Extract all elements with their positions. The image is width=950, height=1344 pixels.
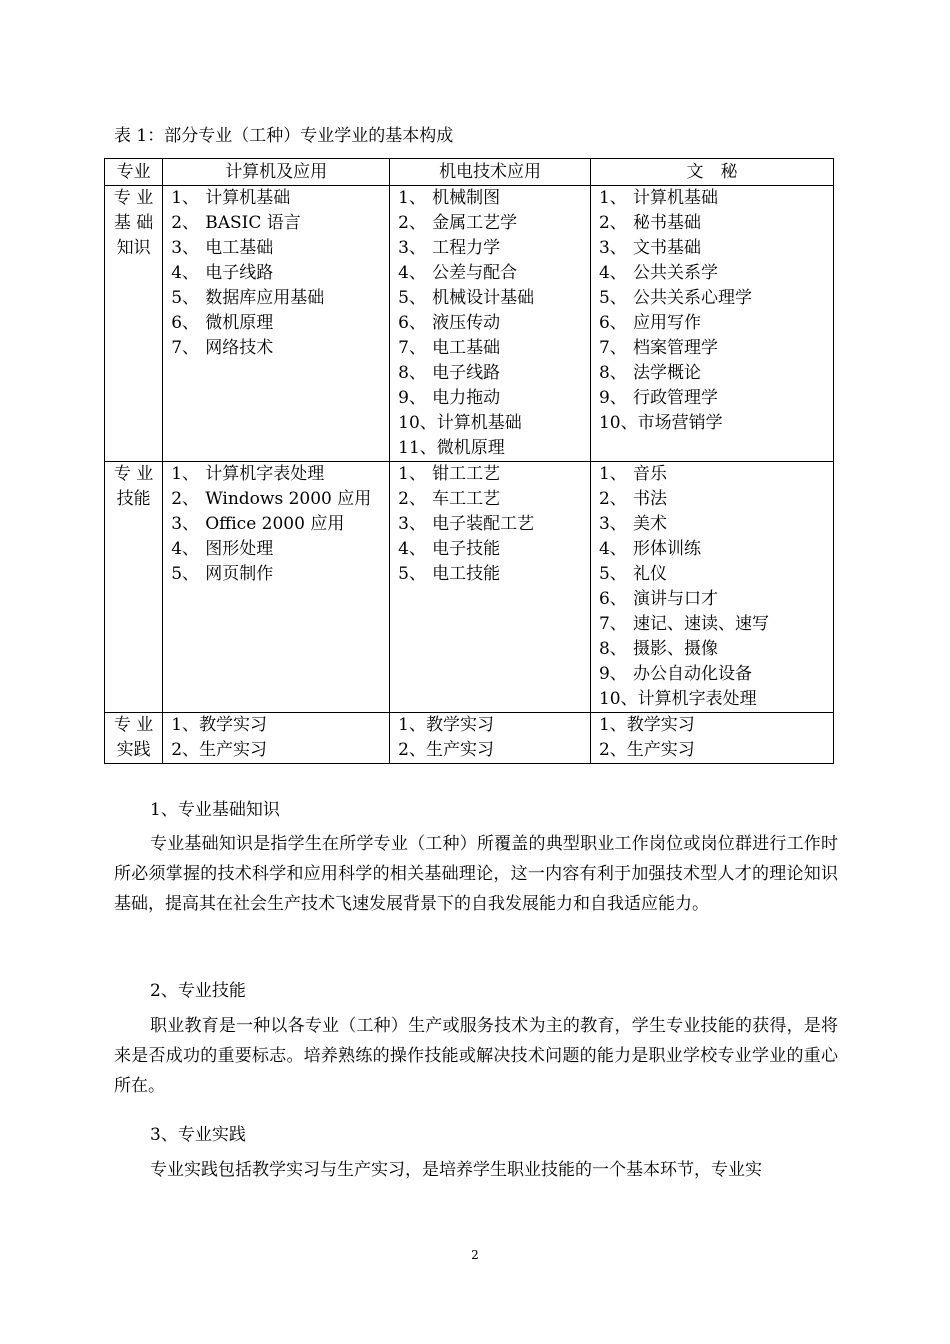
list-item bbox=[599, 637, 833, 662]
list-item bbox=[599, 211, 833, 236]
item-text: 微机原理 bbox=[205, 313, 274, 333]
item-number: 6、 bbox=[171, 313, 200, 333]
section-body-1: 专业基础知识是指学生在所学专业（工种）所覆盖的典型职业工作岗位或岗位群进行工作时所必须掌握的技术科学和应用科学的相关基础理论，这一内容有利于加强技术型人才的理论知识基础，提高其在社会生产技术飞速发展背景下的自我发展能力和自我适应能力。 bbox=[114, 834, 838, 914]
list-item bbox=[171, 562, 389, 587]
item-number: 6、 bbox=[598, 313, 627, 333]
list-item bbox=[398, 512, 590, 537]
item-number: 4、 bbox=[171, 539, 200, 559]
item-text: 计算机基础 bbox=[436, 413, 522, 433]
item-text: 应用写作 bbox=[632, 313, 701, 333]
list-item bbox=[599, 662, 833, 687]
section-body-2: 职业教育是一种以各专业（工种）生产或服务技术为主的教育，学生专业技能的获得，是将来是否成功的重要标志。培养熟练的操作技能或解决技术问题的能力是职业学校专业学业的重心所在。 bbox=[114, 1016, 838, 1096]
item-text: 计算机基础 bbox=[205, 188, 291, 208]
item-number: 5、 bbox=[398, 288, 426, 308]
item-text: 公共关系学 bbox=[632, 263, 718, 283]
item-text: 书法 bbox=[632, 489, 667, 509]
item-number: 3、 bbox=[171, 238, 200, 258]
item-text: 礼仪 bbox=[632, 564, 667, 584]
header-electromechanical: 机电技术应用 bbox=[390, 159, 591, 186]
list-item bbox=[599, 462, 833, 487]
item-number: 8、 bbox=[598, 639, 627, 659]
list-item bbox=[398, 211, 590, 236]
item-text: 秘书基础 bbox=[632, 213, 701, 233]
item-text: 计算机字表处理 bbox=[205, 464, 325, 484]
table-cell bbox=[590, 713, 833, 764]
item-number: 9、 bbox=[398, 388, 426, 408]
table-cell bbox=[390, 186, 591, 462]
list-item bbox=[171, 286, 389, 311]
table-cell bbox=[163, 713, 390, 764]
list-item bbox=[599, 687, 833, 712]
list-item bbox=[599, 386, 833, 411]
item-number: 9、 bbox=[598, 664, 627, 684]
item-number: 6、 bbox=[398, 313, 426, 333]
item-text: 网页制作 bbox=[205, 564, 274, 584]
list-item bbox=[398, 186, 590, 211]
course-list bbox=[390, 713, 590, 763]
item-number: 5、 bbox=[398, 564, 426, 584]
section-heading-1: 1、专业基础知识 bbox=[150, 800, 280, 820]
table-header-row bbox=[105, 159, 834, 186]
item-number: 5、 bbox=[598, 288, 627, 308]
item-text: 液压传动 bbox=[432, 313, 501, 333]
list-item bbox=[599, 411, 833, 436]
list-item bbox=[398, 336, 590, 361]
list-item bbox=[398, 713, 590, 738]
item-number: 7、 bbox=[598, 338, 627, 358]
list-item bbox=[171, 236, 389, 261]
list-item bbox=[171, 261, 389, 286]
item-number: 3、 bbox=[598, 514, 627, 534]
list-item bbox=[599, 487, 833, 512]
item-number: 1、 bbox=[398, 715, 426, 735]
course-list bbox=[390, 462, 590, 587]
table-cell bbox=[390, 462, 591, 713]
item-text: 电工基础 bbox=[432, 338, 501, 358]
list-item bbox=[599, 537, 833, 562]
item-number: 2、 bbox=[171, 740, 200, 760]
item-number: 10、 bbox=[598, 689, 638, 709]
item-text: 法学概论 bbox=[632, 363, 701, 383]
table-caption: 表 1：部分专业（工种）专业学业的基本构成 bbox=[114, 126, 454, 146]
table-cell bbox=[390, 713, 591, 764]
item-number: 10、 bbox=[598, 413, 638, 433]
item-number: 10、 bbox=[398, 413, 437, 433]
item-number: 1、 bbox=[598, 464, 627, 484]
list-item bbox=[398, 236, 590, 261]
item-number: 8、 bbox=[398, 363, 426, 383]
item-text: 美术 bbox=[632, 514, 667, 534]
section-heading-2: 2、专业技能 bbox=[150, 981, 246, 1001]
item-text: 公共关系心理学 bbox=[632, 288, 752, 308]
item-text: 教学实习 bbox=[425, 715, 494, 735]
list-item bbox=[599, 612, 833, 637]
item-text: 办公自动化设备 bbox=[632, 664, 752, 684]
item-number: 7、 bbox=[598, 614, 627, 634]
table-row bbox=[105, 462, 834, 713]
item-number: 1、 bbox=[598, 188, 627, 208]
item-number: 5、 bbox=[171, 288, 200, 308]
header-computer-applications: 计算机及应用 bbox=[163, 159, 390, 186]
item-number: 2、 bbox=[398, 489, 426, 509]
list-item bbox=[398, 462, 590, 487]
item-text: 生产实习 bbox=[425, 740, 494, 760]
item-text: 教学实习 bbox=[626, 715, 695, 735]
item-number: 7、 bbox=[398, 338, 426, 358]
list-item bbox=[171, 211, 389, 236]
item-number: 1、 bbox=[171, 715, 200, 735]
item-number: 1、 bbox=[598, 715, 627, 735]
item-text: 演讲与口才 bbox=[632, 589, 718, 609]
list-item bbox=[398, 286, 590, 311]
item-number: 1、 bbox=[171, 188, 200, 208]
item-number: 2、 bbox=[171, 213, 200, 233]
item-number: 2、 bbox=[398, 213, 426, 233]
table-cell bbox=[590, 186, 833, 462]
list-item bbox=[171, 311, 389, 336]
list-item bbox=[171, 186, 389, 211]
item-text: 微机原理 bbox=[436, 438, 505, 458]
item-number: 9、 bbox=[598, 388, 627, 408]
list-item bbox=[398, 361, 590, 386]
table-cell bbox=[163, 186, 390, 462]
item-text: 公差与配合 bbox=[432, 263, 518, 283]
list-item bbox=[171, 487, 389, 512]
item-number: 11、 bbox=[398, 438, 437, 458]
list-item bbox=[398, 386, 590, 411]
item-number: 4、 bbox=[598, 539, 627, 559]
table-cell bbox=[590, 462, 833, 713]
item-number: 3、 bbox=[598, 238, 627, 258]
item-number: 1、 bbox=[171, 464, 200, 484]
item-number: 8、 bbox=[598, 363, 627, 383]
item-text: 形体训练 bbox=[632, 539, 701, 559]
list-item bbox=[398, 562, 590, 587]
item-text: 速记、速读、速写 bbox=[632, 614, 769, 634]
item-text: 行政管理学 bbox=[632, 388, 718, 408]
row-label: 专 业 实践 bbox=[105, 713, 163, 764]
table-row bbox=[105, 713, 834, 764]
course-list bbox=[591, 186, 833, 436]
list-item bbox=[171, 462, 389, 487]
curriculum-table bbox=[104, 158, 834, 764]
item-text: 计算机字表处理 bbox=[637, 689, 757, 709]
item-text: 电子装配工艺 bbox=[432, 514, 535, 534]
item-number: 3、 bbox=[398, 514, 426, 534]
table-body bbox=[105, 186, 834, 764]
item-text: Windows 2000 应用 bbox=[205, 489, 372, 509]
section-heading-3: 3、专业实践 bbox=[150, 1125, 246, 1145]
item-text: 市场营销学 bbox=[637, 413, 723, 433]
item-text: 图形处理 bbox=[205, 539, 274, 559]
item-number: 2、 bbox=[598, 489, 627, 509]
list-item bbox=[599, 738, 833, 763]
list-item bbox=[599, 562, 833, 587]
list-item bbox=[171, 336, 389, 361]
item-text: 计算机基础 bbox=[632, 188, 718, 208]
item-text: 电工技能 bbox=[432, 564, 501, 584]
list-item bbox=[398, 537, 590, 562]
item-text: 音乐 bbox=[632, 464, 667, 484]
list-item bbox=[599, 236, 833, 261]
item-number: 1、 bbox=[398, 464, 426, 484]
course-list bbox=[591, 713, 833, 763]
item-number: 2、 bbox=[598, 213, 627, 233]
list-item bbox=[171, 738, 389, 763]
page-number: 2 bbox=[471, 1248, 479, 1262]
list-item bbox=[599, 286, 833, 311]
item-text: 电子技能 bbox=[432, 539, 501, 559]
item-text: 电子线路 bbox=[432, 363, 501, 383]
course-list bbox=[390, 186, 590, 461]
item-text: 生产实习 bbox=[199, 740, 268, 760]
section-body-3: 专业实践包括教学实习与生产实习，是培养学生职业技能的一个基本环节，专业实 bbox=[150, 1160, 762, 1180]
header-major: 专业 bbox=[105, 159, 163, 186]
item-number: 7、 bbox=[171, 338, 200, 358]
item-number: 2、 bbox=[598, 740, 627, 760]
item-number: 5、 bbox=[598, 564, 627, 584]
item-text: 生产实习 bbox=[626, 740, 695, 760]
item-text: 摄影、摄像 bbox=[632, 639, 718, 659]
item-number: 1、 bbox=[398, 188, 426, 208]
list-item bbox=[599, 587, 833, 612]
item-text: 机械设计基础 bbox=[432, 288, 535, 308]
list-item bbox=[398, 436, 590, 461]
item-text: 金属工艺学 bbox=[432, 213, 518, 233]
item-text: 电力拖动 bbox=[432, 388, 501, 408]
table-row bbox=[105, 186, 834, 462]
list-item bbox=[599, 186, 833, 211]
list-item bbox=[599, 361, 833, 386]
row-label: 专 业 技能 bbox=[105, 462, 163, 713]
item-text: 工程力学 bbox=[432, 238, 501, 258]
list-item bbox=[171, 713, 389, 738]
item-text: 档案管理学 bbox=[632, 338, 718, 358]
item-number: 5、 bbox=[171, 564, 200, 584]
list-item bbox=[599, 336, 833, 361]
item-text: 机械制图 bbox=[432, 188, 501, 208]
header-secretarial: 文 秘 bbox=[590, 159, 833, 186]
list-item bbox=[398, 261, 590, 286]
list-item bbox=[398, 411, 590, 436]
item-text: BASIC 语言 bbox=[205, 213, 301, 233]
course-list bbox=[163, 186, 389, 361]
item-number: 3、 bbox=[171, 514, 200, 534]
item-text: Office 2000 应用 bbox=[205, 514, 345, 534]
item-text: 文书基础 bbox=[632, 238, 701, 258]
list-item bbox=[171, 512, 389, 537]
course-list bbox=[163, 462, 389, 587]
list-item bbox=[171, 537, 389, 562]
course-list bbox=[163, 713, 389, 763]
item-number: 2、 bbox=[171, 489, 200, 509]
list-item bbox=[599, 311, 833, 336]
list-item bbox=[398, 311, 590, 336]
item-number: 4、 bbox=[598, 263, 627, 283]
item-text: 网络技术 bbox=[205, 338, 274, 358]
item-text: 电子线路 bbox=[205, 263, 274, 283]
item-text: 电工基础 bbox=[205, 238, 274, 258]
item-number: 4、 bbox=[171, 263, 200, 283]
item-number: 2、 bbox=[398, 740, 426, 760]
list-item bbox=[398, 487, 590, 512]
item-text: 教学实习 bbox=[199, 715, 268, 735]
row-label: 专 业 基 础 知识 bbox=[105, 186, 163, 462]
item-number: 4、 bbox=[398, 263, 426, 283]
course-list bbox=[591, 462, 833, 712]
list-item bbox=[599, 512, 833, 537]
list-item bbox=[599, 713, 833, 738]
item-number: 3、 bbox=[398, 238, 426, 258]
item-number: 4、 bbox=[398, 539, 426, 559]
item-text: 钳工工艺 bbox=[432, 464, 501, 484]
list-item bbox=[398, 738, 590, 763]
item-text: 车工工艺 bbox=[432, 489, 501, 509]
list-item bbox=[599, 261, 833, 286]
item-text: 数据库应用基础 bbox=[205, 288, 325, 308]
item-number: 6、 bbox=[598, 589, 627, 609]
table-cell bbox=[163, 462, 390, 713]
